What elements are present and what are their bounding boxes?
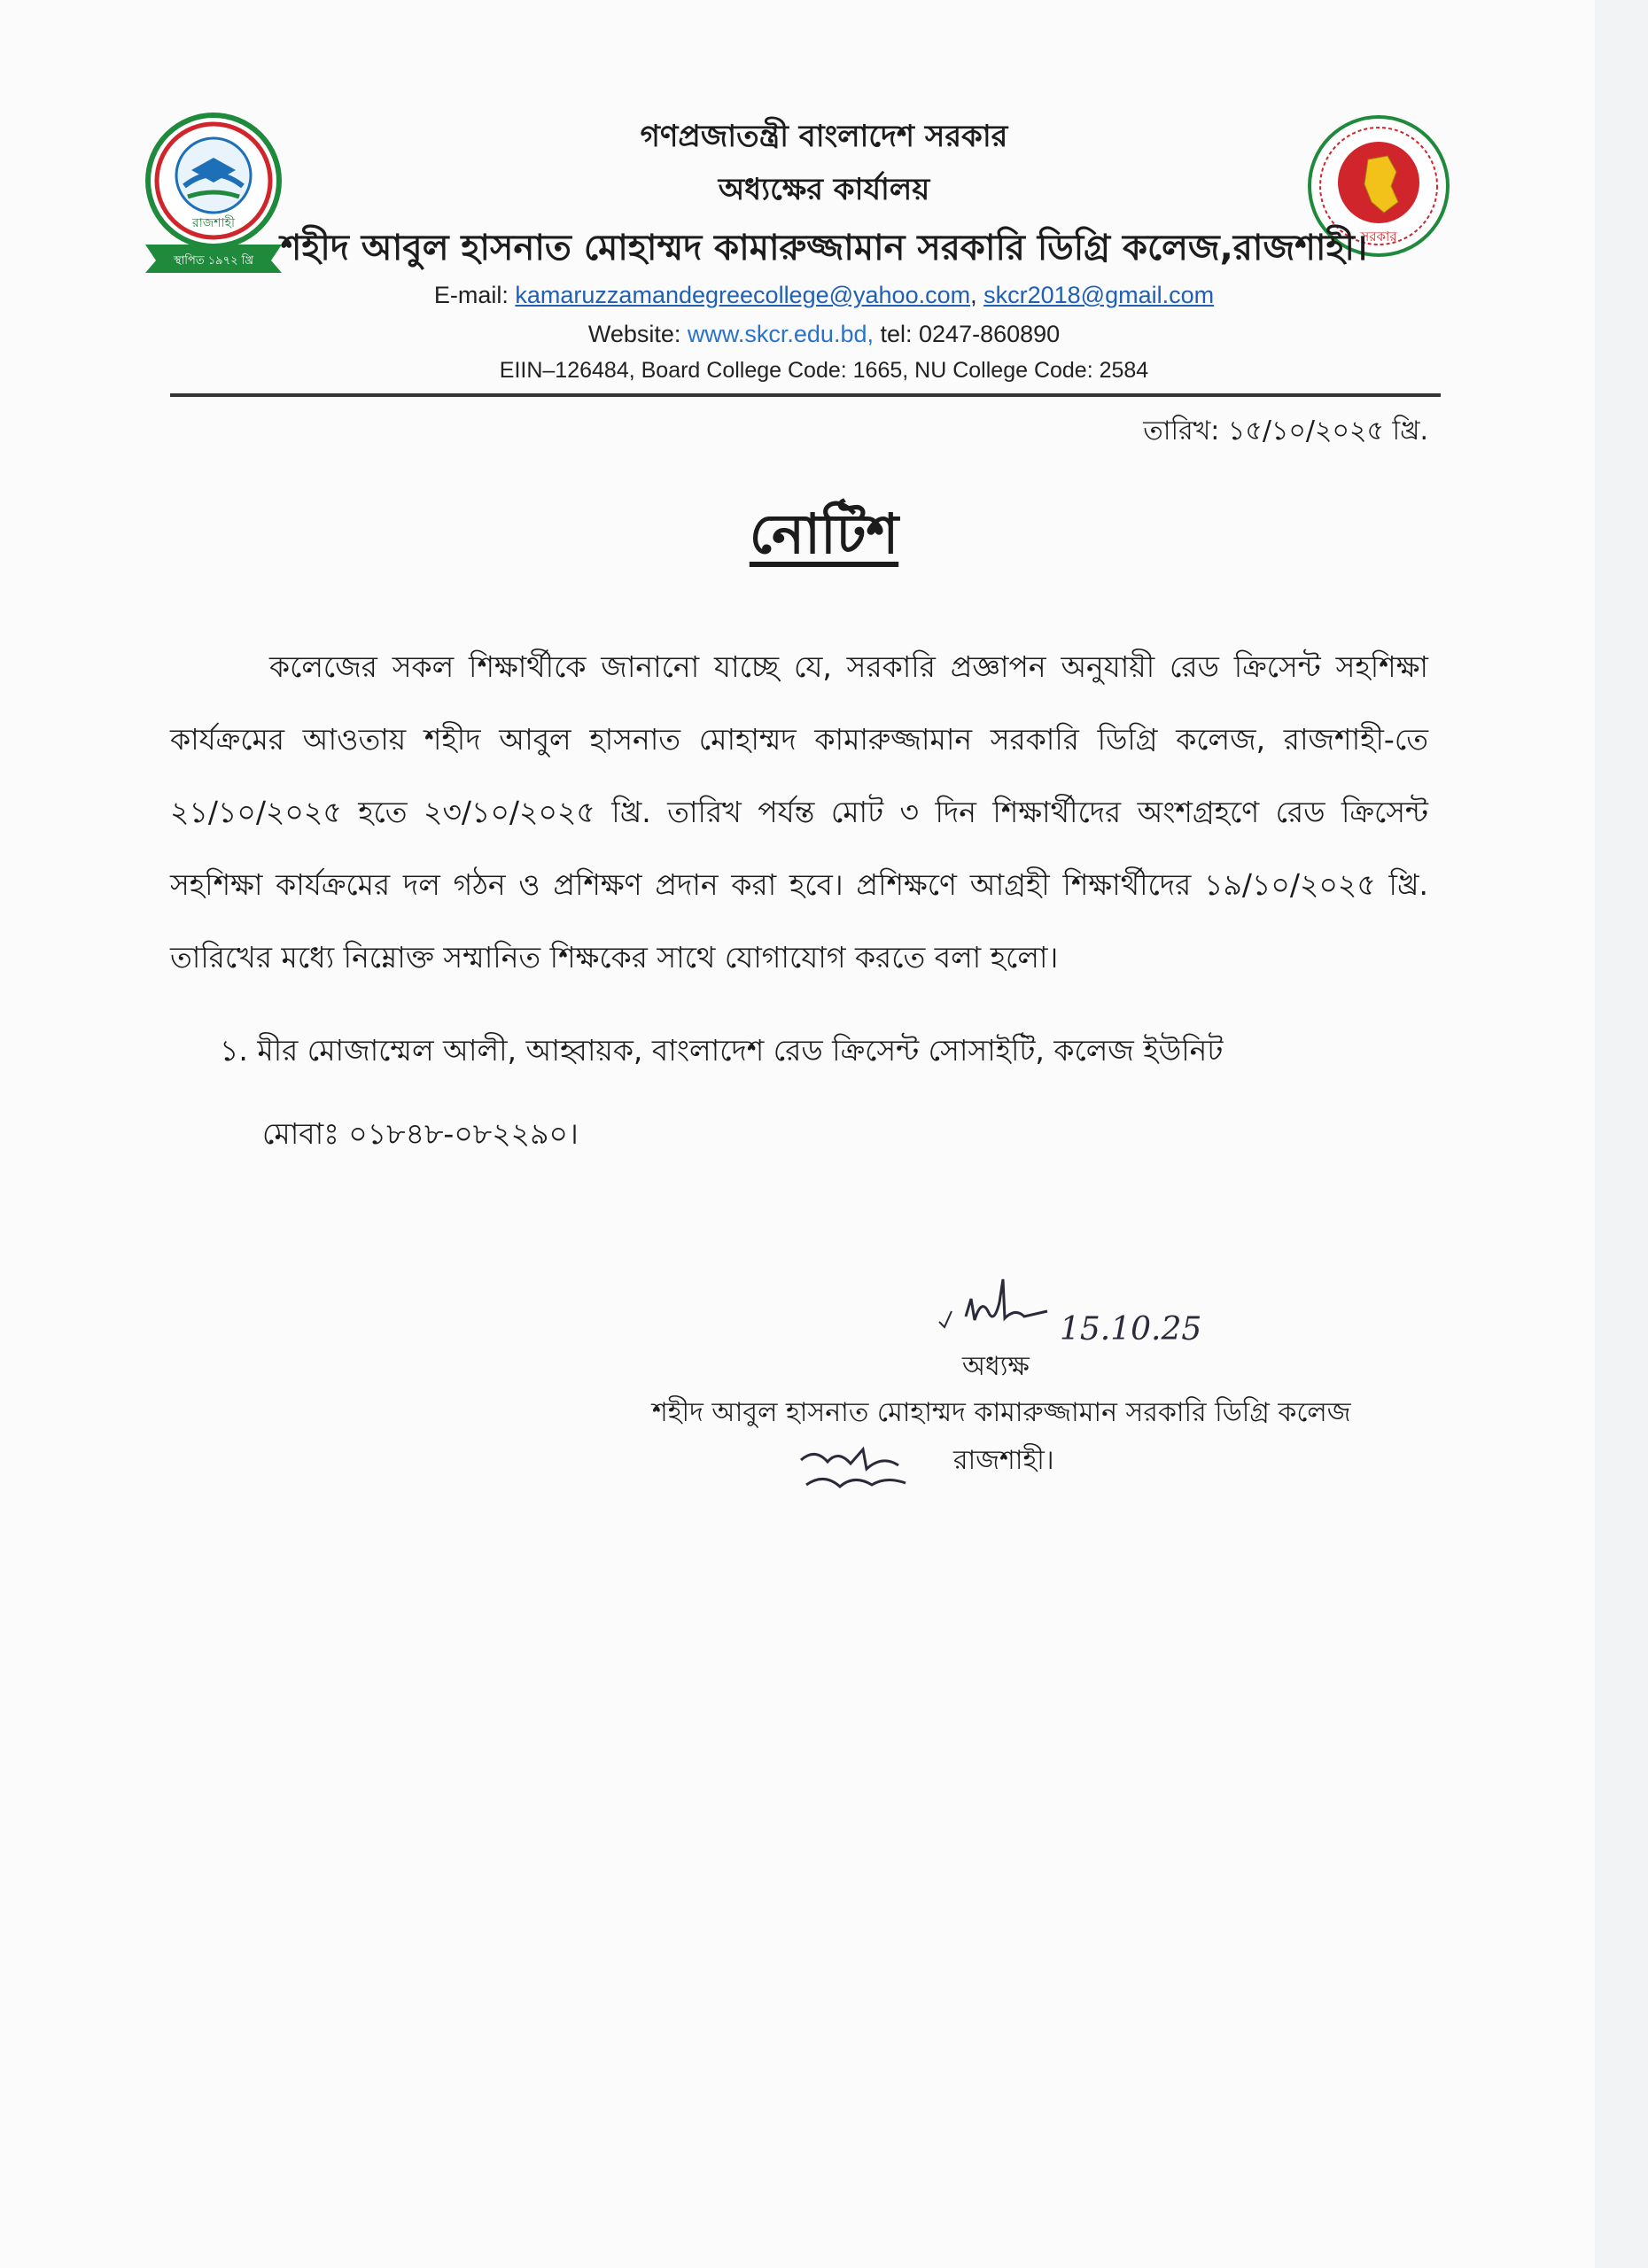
website-label: Website:	[587, 321, 681, 347]
college-name: শহীদ আবুল হাসনাত মোহাম্মদ কামারুজ্জামান সরকারি ডিগ্রি কলেজ,রাজশাহী।	[280, 228, 1368, 268]
signature-date: 15.10.25	[1060, 1311, 1202, 1348]
college-logo-ribbon-text: স্থাপিত ১৯৭২ খ্রি	[173, 254, 254, 268]
notice-title: নোটিশ	[749, 501, 899, 566]
notice-date: তারিখ: ১৫/১০/২০২৫ খ্রি.	[1143, 416, 1428, 447]
website-link[interactable]: www.skcr.edu.bd,	[687, 321, 874, 347]
email-link-yahoo[interactable]: kamaruzzamandegreecollege@yahoo.com	[515, 282, 971, 308]
header-divider	[170, 393, 1441, 397]
initial-scribble	[797, 1442, 921, 1499]
email-label: E-mail:	[433, 282, 509, 308]
contact-person: ১. মীর মোজাম্মেল আলী, আহ্বায়ক, বাংলাদেশ রেড ক্রিসেন্ট সোসাইটি, কলেজ ইউনিট	[220, 1033, 1224, 1068]
institution-codes: EIIN–126484, Board College Code: 1665, NU College Code: 2584	[499, 358, 1149, 383]
contact-mobile: মোবাঃ ০১৮৪৮-০৮২২৯০।	[262, 1116, 579, 1151]
notice-body: কলেজের সকল শিক্ষার্থীকে জানানো যাচ্ছে যে, সরকারি প্রজ্ঞাপন অনুযায়ী রেড ক্রিসেন্ট সহশিক্ষা কার্যক্রমের আওতায় শহীদ আবুল হাসনাত মোহাম্মদ কামারুজ্জামান সরকারি ডিগ্রি কলেজ, রাজশাহী-তে ২১/১০/২০২৫ হতে ২৩/১০/২০২৫ খ্রি. তারিখ পর্যন্ত মোট ৩ দিন শিক্ষার্থীদের অংশগ্রহণে রেড ক্রিসেন্ট সহশিক্ষা কার্যক্রমের দল গঠন ও প্রশিক্ষণ প্রদান করা হবে। প্রশিক্ষণে আগ্রহী শিক্ষার্থীদের ১৯/১০/২০২৫ খ্রি. তারিখের মধ্যে নিম্নোক্ত সম্মানিত শিক্ষকের সাথে যোগাযোগ করতে বলা হলো।	[170, 649, 1428, 975]
website-line	[0, 321, 1648, 348]
government-name: গণপ্রজাতন্ত্রী বাংলাদেশ সরকার	[640, 119, 1008, 154]
college-logo-seal-text: রাজশাহী	[192, 216, 235, 230]
principal-signature	[936, 1272, 1228, 1352]
principal-designation: অধ্যক্ষ	[962, 1351, 1030, 1382]
signature-city: রাজশাহী।	[953, 1445, 1054, 1476]
government-logo-seal-text: সরকার	[1360, 229, 1397, 245]
email-line: E-mail: kamaruzzamandegreecollege@yahoo.com, skcr2018@gmail.com	[433, 282, 1215, 308]
signature-institution: শহীদ আবুল হাসনাত মোহাম্মদ কামারুজ্জামান সরকারি ডিগ্রি কলেজ	[652, 1397, 1351, 1428]
office-name: অধ্যক্ষের কার্যালয়	[718, 172, 930, 207]
email-link-gmail[interactable]: skcr2018@gmail.com	[983, 282, 1215, 308]
telephone: tel: 0247-860890	[880, 321, 1061, 347]
notice-title-wrap	[0, 493, 1648, 584]
